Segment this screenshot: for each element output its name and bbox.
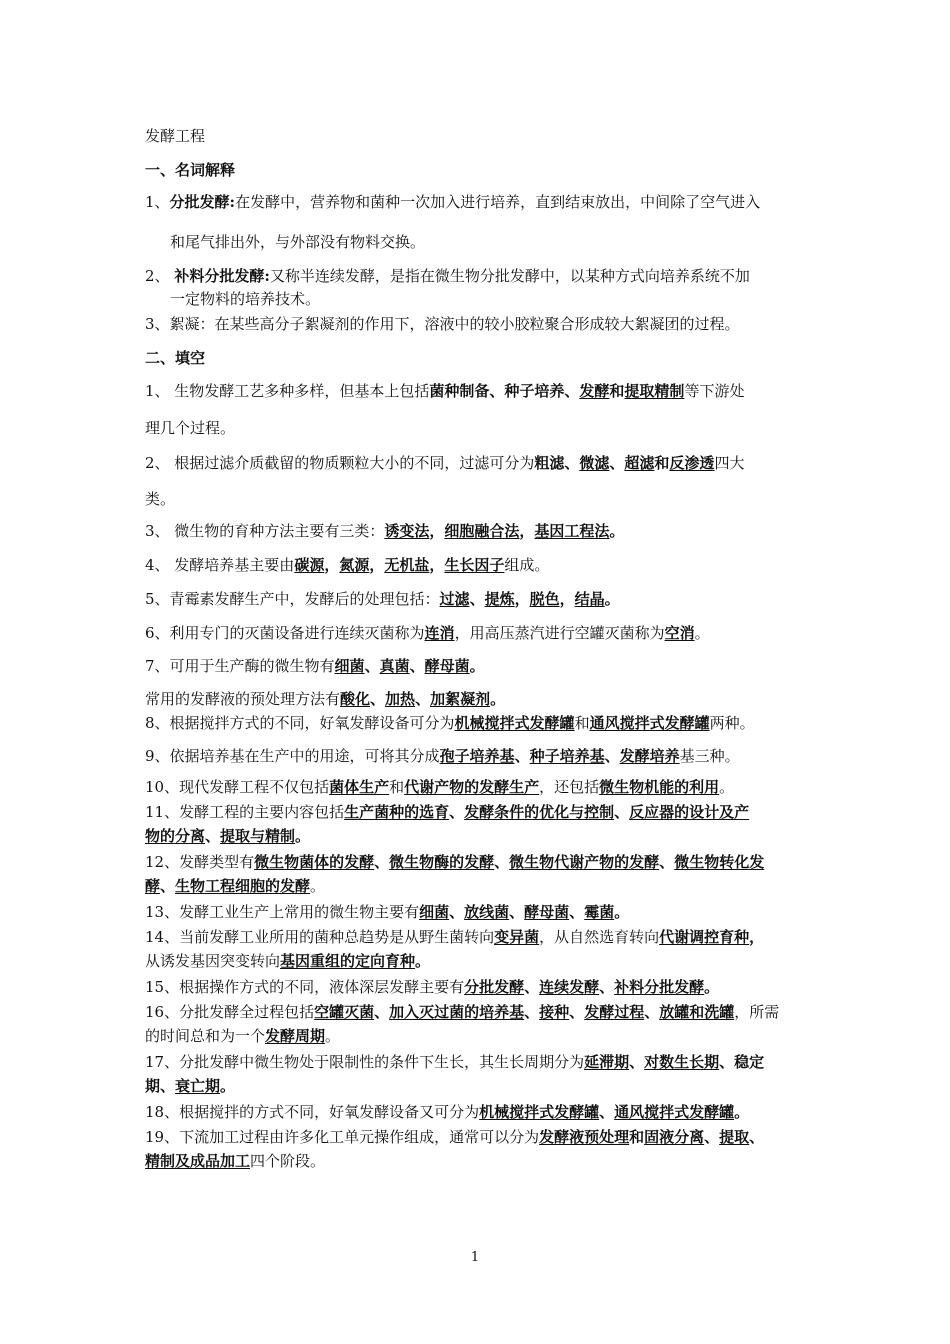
bold-text: 。 (734, 1103, 750, 1121)
answer-text: 诱变法 (384, 522, 430, 540)
answer-text: 加絮凝剂 (430, 690, 491, 708)
answer-text: 生长因子 (444, 556, 505, 574)
answer-text: 基因重组的定向育种 (280, 952, 416, 970)
bold-text: 、 (599, 1103, 615, 1121)
body-text: 常用的发酵液的预处理方法有 (145, 690, 341, 708)
body-text: ，从自然选育转向 (539, 928, 660, 946)
bold-text: 和 (609, 382, 625, 400)
answer-text: 通风搅拌式发酵罐 (589, 714, 710, 732)
body-text: 7、可用于生产酶的微生物有 (145, 657, 335, 675)
answer-text: 酵母菌 (524, 903, 570, 921)
question-4 (145, 554, 815, 576)
question-1-cont: 理几个过程。 (145, 419, 236, 437)
section-heading-definitions: 一、名词解释 (145, 161, 236, 179)
bold-text: 、 (415, 690, 431, 708)
bold-text: ， (749, 928, 765, 946)
question-16-cont (145, 1025, 815, 1047)
body-text: 两种。 (709, 714, 755, 732)
definition-2-cont: 一定物料的培养技术。 (170, 290, 321, 308)
answer-text: 分批发酵 (464, 978, 525, 996)
body-text: 13、发酵工业生产上常用的微生物主要有 (145, 903, 420, 921)
bold-text: 、 (364, 657, 380, 675)
answer-text: 物的分离 (145, 827, 206, 845)
body-text: 3、 微生物的育种方法主要有三类： (145, 522, 385, 540)
question-6 (145, 622, 815, 644)
question-7b (145, 688, 815, 710)
answer-text: 发酵液预处理 (539, 1128, 630, 1146)
answer-text: 酵母菌 (424, 657, 470, 675)
answer-text: 种子培养基 (529, 747, 605, 765)
bold-text: 、 (604, 747, 620, 765)
body-text: 。 (310, 877, 326, 895)
body-text: 2、 (145, 267, 170, 285)
answer-text: 机械搅拌式发酵罐 (479, 1103, 600, 1121)
body-text: 的时间总和为一个 (145, 1027, 266, 1045)
answer-text: 变异菌 (494, 928, 540, 946)
body-text: 15、根据操作方式的不同，液体深层发酵主要有 (145, 978, 465, 996)
body-text: ，用高压蒸汽进行空罐灭菌称为 (454, 624, 665, 642)
answer-text: 微滤 (579, 454, 610, 472)
answer-text: 空罐灭菌 (314, 1003, 375, 1021)
answer-text: 反渗透 (669, 454, 715, 472)
bold-text: 、 (514, 747, 530, 765)
bold-text: 、 (609, 454, 625, 472)
bold-text: 。 (704, 978, 720, 996)
answer-text: 固液分离 (644, 1128, 705, 1146)
body-text: 。 (719, 778, 735, 796)
body-text: 14、当前发酵工业所用的菌种总趋势是从野生菌转向 (145, 928, 495, 946)
bold-text: 、 (564, 454, 580, 472)
answer-text: 细胞融合法 (444, 522, 520, 540)
body-text: 组成。 (504, 556, 550, 574)
question-19-cont (145, 1150, 815, 1172)
bold-text: 期 (145, 1077, 161, 1095)
answer-text: 空消 (664, 624, 695, 642)
bold-text: 、 (409, 657, 425, 675)
question-19 (145, 1126, 815, 1148)
question-17-cont (145, 1075, 815, 1097)
bold-text: 、 (659, 853, 675, 871)
body-text: 9、依据培养基在生产中的用途，可将其分成 (145, 747, 440, 765)
answer-text: 通风搅拌式发酵罐 (614, 1103, 735, 1121)
bold-text: ， (519, 522, 535, 540)
body-text: 11、发酵工程的主要内容包括 (145, 803, 345, 821)
answer-text: 超滤 (624, 454, 655, 472)
body-text: 基三种。 (679, 747, 740, 765)
bold-text: 粗滤 (534, 454, 565, 472)
bold-text: 分批发酵: (169, 193, 236, 211)
body-text: 2、 根据过滤介质截留的物质颗粒大小的不同，过滤可分为 (145, 454, 535, 472)
question-18 (145, 1101, 815, 1123)
bold-text: 、 (524, 978, 540, 996)
bold-text: 、 (374, 853, 390, 871)
body-text: 从诱发基因突变转向 (145, 952, 281, 970)
question-13 (145, 901, 815, 923)
answer-text: 孢子培养基 (439, 747, 515, 765)
body-text: 8、根据搅拌方式的不同，好氧发酵设备可分为 (145, 714, 455, 732)
bold-text: 、 (524, 1003, 540, 1021)
bold-text: 、 (205, 827, 221, 845)
bold-text: 、 (569, 903, 585, 921)
bold-text: 。 (469, 657, 485, 675)
question-8 (145, 712, 815, 734)
body-text: 17、分批发酵中微生物处于限制性的条件下生长，其生长周期分为 (145, 1053, 585, 1071)
bold-text: 、 (509, 903, 525, 921)
answer-text: 微生物代谢产物的发酵 (509, 853, 660, 871)
question-14-cont (145, 950, 815, 972)
body-text: 6、利用专门的灭菌设备进行连续灭菌称为 (145, 624, 425, 642)
answer-text: 代谢产物的发酵生产 (404, 778, 540, 796)
bold-text: 、 (370, 690, 386, 708)
answer-text: 发酵 (579, 382, 610, 400)
bold-text: 和 (629, 1128, 645, 1146)
bold-text: ， (559, 590, 575, 608)
answer-text: 细菌 (419, 903, 450, 921)
section-heading-fill-blank: 二、填空 (145, 349, 206, 367)
question-3 (145, 520, 815, 542)
answer-text: 真菌 (379, 657, 410, 675)
body-text: 12、发酵类型有 (145, 853, 255, 871)
answer-text: 反应器的设计及产 (629, 803, 750, 821)
answer-text: 微生物菌体的发酵 (254, 853, 375, 871)
bold-text: 。 (614, 903, 630, 921)
body-text: ，还包括 (539, 778, 600, 796)
body-text: 4、 发酵培养基主要由 (145, 556, 295, 574)
bold-text: 。 (295, 827, 311, 845)
answer-text: 加热 (385, 690, 416, 708)
bold-text: 、 (644, 1003, 660, 1021)
answer-text: 氮源 (339, 556, 370, 574)
question-1 (145, 380, 815, 402)
answer-text: 放罐和洗罐 (659, 1003, 735, 1021)
bold-text: 。 (220, 1077, 236, 1095)
answer-text: 酵 (145, 877, 161, 895)
question-5 (145, 588, 815, 610)
question-9 (145, 745, 815, 767)
answer-text: 微生物机能的利用 (599, 778, 720, 796)
bold-text: 、 (614, 803, 630, 821)
body-text: 等下游处 (684, 382, 745, 400)
question-2 (145, 452, 815, 474)
doc-title: 发酵工程 (145, 127, 206, 145)
bold-text: 、 (489, 382, 505, 400)
body-text: 1、 (145, 193, 170, 211)
question-16 (145, 1001, 815, 1023)
question-15 (145, 976, 815, 998)
body-text: 和 (389, 778, 405, 796)
bold-text: 、 (374, 1003, 390, 1021)
question-12 (145, 851, 815, 873)
answer-text: 过滤 (439, 590, 470, 608)
body-text: 10、现代发酵工程不仅包括 (145, 778, 330, 796)
question-14 (145, 926, 815, 948)
answer-text: 对数生长期 (644, 1053, 720, 1071)
bold-text: 种子培养 (504, 382, 565, 400)
answer-text: 补料分批发酵 (614, 978, 705, 996)
answer-text: 提取精制 (624, 382, 685, 400)
answer-text: 发酵条件的优化与控制 (464, 803, 615, 821)
bold-text: 。 (604, 590, 620, 608)
answer-text: 精制及成品加工 (145, 1152, 251, 1170)
body-text: 16、分批发酵全过程包括 (145, 1003, 315, 1021)
answer-text: 连续发酵 (539, 978, 600, 996)
answer-text: 提炼 (484, 590, 515, 608)
question-12-cont (145, 875, 815, 897)
bold-text: 、 (160, 877, 176, 895)
bold-text: 、 (564, 382, 580, 400)
bold-text: 、 (160, 1077, 176, 1095)
answer-text: 放线菌 (464, 903, 510, 921)
bold-text: 、 (449, 803, 465, 821)
definition-2 (145, 265, 815, 287)
answer-text: 生物工程细胞的发酵 (175, 877, 311, 895)
answer-text: 碳源 (294, 556, 325, 574)
page-number: 1 (470, 1250, 480, 1265)
bold-text: 稳定 (734, 1053, 765, 1071)
bold-text: 、 (704, 1128, 720, 1146)
answer-text: 机械搅拌式发酵罐 (454, 714, 575, 732)
answer-text: 延滞期 (584, 1053, 630, 1071)
body-text: 又称半连续发酵，是指在微生物分批发酵中，以某种方式向培养系统不加 (269, 267, 750, 285)
bold-text: 、 (719, 1053, 735, 1071)
answer-text: 霉菌 (584, 903, 615, 921)
bold-text: 、 (749, 1128, 765, 1146)
bold-text: 和 (654, 454, 670, 472)
answer-text: 发酵过程 (584, 1003, 645, 1021)
answer-text: 发酵周期 (265, 1027, 326, 1045)
body-text: 。 (694, 624, 710, 642)
question-17 (145, 1051, 815, 1073)
answer-text: 微生物酶的发酵 (389, 853, 495, 871)
bold-text: 、 (494, 853, 510, 871)
body-text: 5、青霉素发酵生产中，发酵后的处理包括： (145, 590, 440, 608)
definition-1-cont: 和尾气排出外，与外部没有物料交换。 (170, 233, 426, 251)
definition-1 (145, 191, 815, 213)
body-text: 1、 生物发酵工艺多种多样，但基本上包括 (145, 382, 430, 400)
answer-text: 菌体生产 (329, 778, 390, 796)
body-text: 和 (574, 714, 590, 732)
bold-text: ， (324, 556, 340, 574)
bold-text: ， (429, 522, 445, 540)
bold-text: 。 (609, 522, 625, 540)
bold-text: 、 (629, 1053, 645, 1071)
answer-text: 接种 (539, 1003, 570, 1021)
bold-text: 、 (469, 590, 485, 608)
body-text: 四大 (714, 454, 745, 472)
bold-text: 补料分批发酵: (174, 267, 270, 285)
body-text: 。 (325, 1027, 341, 1045)
answer-text: 提取与精制 (220, 827, 296, 845)
bold-text: 、 (449, 903, 465, 921)
answer-text: 微生物转化发 (674, 853, 765, 871)
body-text: 四个阶段。 (250, 1152, 326, 1170)
question-7 (145, 655, 815, 677)
answer-text: 加入灭过菌的培养基 (389, 1003, 525, 1021)
answer-text: 基因工程法 (534, 522, 610, 540)
definition-3: 3、絮凝：在某些高分子絮凝剂的作用下，溶液中的较小胶粒聚合形成较大絮凝团的过程。 (145, 315, 740, 333)
body-text: 在发酵中，营养物和菌种一次加入进行培养，直到结束放出，中间除了空气进入 (235, 193, 761, 211)
body-text: 18、根据搅拌的方式不同，好氧发酵设备又可分为 (145, 1103, 480, 1121)
answer-text: 连消 (424, 624, 455, 642)
bold-text: ， (369, 556, 385, 574)
body-text: 19、下流加工过程由许多化工单元操作组成，通常可以分为 (145, 1128, 540, 1146)
bold-text: ， (429, 556, 445, 574)
question-11-cont (145, 825, 815, 847)
answer-text: 无机盐 (384, 556, 430, 574)
answer-text: 代谢调控育种 (659, 928, 750, 946)
bold-text: 、 (599, 978, 615, 996)
answer-text: 脱色 (529, 590, 560, 608)
answer-text: 提取 (719, 1128, 750, 1146)
answer-text: 发酵培养 (619, 747, 680, 765)
answer-text: 生产菌种的选育 (344, 803, 450, 821)
answer-text: 结晶 (574, 590, 605, 608)
bold-text: 。 (490, 690, 506, 708)
bold-text: ， (514, 590, 530, 608)
bold-text: 、 (569, 1003, 585, 1021)
answer-text: 衰亡期 (175, 1077, 221, 1095)
body-text: ，所需 (734, 1003, 780, 1021)
bold-text: 菌种制备 (429, 382, 490, 400)
answer-text: 酸化 (340, 690, 371, 708)
question-10 (145, 776, 815, 798)
answer-text: 细菌 (334, 657, 365, 675)
question-2-cont: 类。 (145, 490, 176, 508)
bold-text: 。 (415, 952, 431, 970)
question-11 (145, 801, 815, 823)
